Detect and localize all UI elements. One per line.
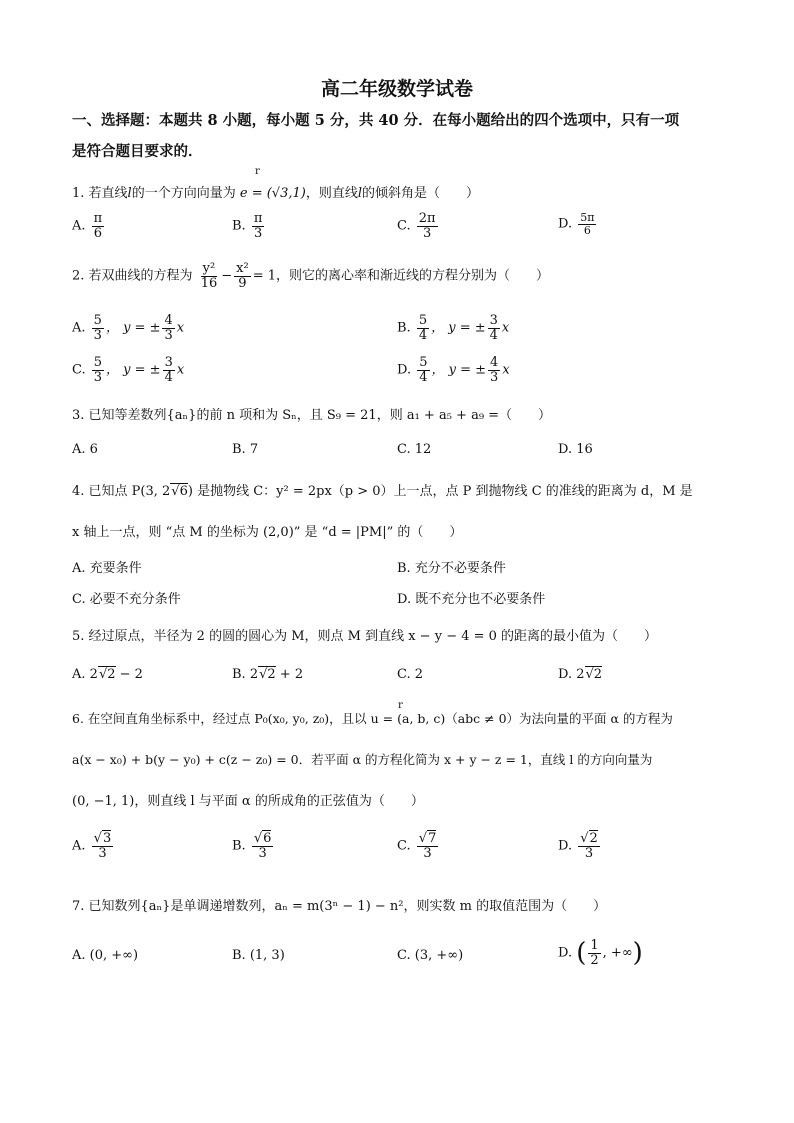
frac-num: 4	[490, 355, 499, 370]
q3-option-a[interactable]: A. 6	[72, 442, 98, 457]
q7-option-b[interactable]: B. (1, 3)	[232, 948, 285, 963]
q1-option-b[interactable]	[232, 212, 266, 240]
option-letter: A.	[72, 218, 86, 234]
asymptote-text: ， y = ±	[105, 320, 161, 336]
q2-option-b[interactable]	[397, 314, 509, 342]
frac-num: 5	[418, 313, 428, 328]
option-letter: D.	[558, 216, 573, 232]
frac-num: π	[253, 211, 263, 226]
sqrt-radicand: 2	[107, 667, 116, 682]
frac-den: 3	[258, 845, 267, 861]
asymptote-text: ， y = ±	[431, 362, 487, 378]
frac-den: 3	[93, 327, 102, 343]
sqrt-radicand: 6	[263, 831, 272, 846]
frac-num: π	[93, 211, 103, 226]
q4-option-b[interactable]: B. 充分不必要条件	[397, 561, 506, 576]
sqrt-radicand: 2	[593, 667, 603, 682]
frac-den: 4	[419, 369, 428, 385]
question-3: 3. 已知等差数列{aₙ}的前 n 项和为 Sₙ，且 S₉ = 21，则 a₁ + a₅ + a₉ =（ ）	[72, 408, 552, 423]
frac-num: 5	[93, 355, 103, 370]
question-6: 6. 在空间直角坐标系中，经过点 P₀(x₀, y₀, z₀)，且以 u = (a, b, c)（abc ≠ 0）为法向量的平面 α 的方程为	[72, 711, 673, 726]
frac-den: 4	[489, 327, 498, 343]
q3-option-c[interactable]: C. 12	[397, 442, 432, 457]
q1-text-3: ，则直线	[305, 186, 358, 201]
q1-var-l: l	[127, 186, 132, 201]
frac-num: 1	[590, 937, 599, 953]
sqrt-radicand: 6	[179, 484, 188, 499]
option-letter: A.	[72, 838, 86, 854]
q5-option-d[interactable]: D. 2√2	[558, 667, 603, 682]
option-text: A. 2	[72, 667, 98, 682]
frac-den: 6	[93, 225, 103, 241]
q4-option-a[interactable]: A. 充要条件	[72, 561, 142, 576]
q1-var-l-2: l	[357, 186, 363, 201]
vector-arrow-mark: r	[255, 166, 260, 177]
option-letter: B.	[232, 218, 246, 234]
q2-text-2: ，则它的离心率和渐近线的方程分别为（ ）	[275, 268, 549, 284]
q1-option-c[interactable]	[397, 212, 440, 240]
option-letter: D.	[397, 362, 412, 378]
section-heading: 一、选择题：本题共 8 小题，每小题 5 分，共 40 分．在每小题给出的四个选项中，只有一项	[72, 112, 680, 129]
option-letter: B.	[397, 320, 411, 336]
frac-num: x²	[236, 261, 249, 276]
option-letter: C.	[397, 838, 411, 854]
frac-den: 3	[584, 845, 594, 861]
q6-option-a[interactable]: A. $\frac{√3}{3}$	[72, 831, 112, 861]
q6-option-d[interactable]: D. $\frac{√2}{3}$	[558, 831, 598, 861]
q1-option-d[interactable]	[558, 212, 598, 236]
q6-option-b[interactable]: B. $\frac{√6}{3}$	[232, 831, 272, 861]
frac-den: 3	[423, 845, 432, 861]
page-title: 高二年级数学试卷	[320, 78, 473, 100]
frac-num: 3	[489, 313, 498, 328]
frac-den: 3	[93, 369, 103, 385]
question-2	[72, 262, 549, 290]
frac-den: 3	[490, 369, 499, 385]
frac-den: 16	[200, 275, 218, 291]
q3-option-d[interactable]: D. 16	[558, 442, 593, 457]
q4-option-c[interactable]: C. 必要不充分条件	[72, 592, 181, 607]
frac-den: 3	[253, 225, 263, 241]
var-x: x	[501, 320, 510, 336]
q1-text-4: 的倾斜角是（ ）	[362, 186, 480, 201]
q5-option-c[interactable]: C. 2	[397, 667, 424, 682]
q6-option-c[interactable]: C. $\frac{√7}{3}$	[397, 831, 437, 861]
q4-text: 4. 已知点 P(3, 2	[72, 484, 171, 499]
q5-option-a[interactable]: A. 2√2 − 2	[72, 667, 143, 682]
q7-option-c[interactable]: C. (3, +∞)	[397, 948, 464, 963]
var-x: x	[502, 362, 510, 378]
frac-den: 9	[238, 275, 247, 291]
asymptote-text: ， y = ±	[106, 362, 161, 378]
sqrt-radicand: 2	[267, 667, 276, 682]
sqrt-radicand: 3	[102, 831, 112, 846]
frac-num: 5π	[580, 211, 595, 224]
frac-den: 3	[164, 327, 173, 343]
q1-option-a[interactable]	[72, 212, 106, 240]
option-letter: A.	[72, 320, 86, 336]
q4-option-d[interactable]: D. 既不充分也不必要条件	[397, 592, 546, 607]
frac-num: y²	[202, 261, 216, 276]
q2-option-a[interactable]	[72, 314, 184, 342]
option-text-2: − 2	[115, 667, 143, 682]
q2-option-c[interactable]	[72, 356, 184, 384]
var-x: x	[176, 362, 185, 378]
q2-option-d[interactable]	[397, 356, 510, 384]
q1-text: 1. 若直线	[72, 186, 128, 201]
asymptote-text: ， y = ±	[431, 320, 486, 336]
option-letter: C.	[397, 218, 411, 234]
q4-text-2: ) 是抛物线 C：y² = 2px（p > 0）上一点，点 P 到抛物线 C 的准线的距离为 d，M 是	[187, 484, 693, 499]
frac-num: 3	[164, 355, 173, 370]
option-text: B. 2	[232, 667, 259, 682]
equals-one: = 1	[252, 268, 276, 284]
option-letter: D.	[558, 838, 573, 854]
frac-den: 2	[590, 952, 599, 968]
q7-option-d[interactable]: D. ( $\frac{1}{2}$ , +∞)	[558, 937, 643, 968]
frac-num: 2π	[418, 211, 436, 226]
frac-den: 3	[98, 845, 107, 861]
question-7: 7. 已知数列{aₙ}是单调递增数列，aₙ = m(3ⁿ − 1) − n²，则实数 m 的取值范围为（ ）	[72, 899, 607, 914]
question-1	[72, 182, 479, 201]
question-4-cont: x 轴上一点，则 “点 M 的坐标为 (2,0)” 是 “d = |PM|” 的（ ）	[72, 525, 463, 540]
vector-arrow-mark: r	[398, 700, 403, 711]
frac-den: 4	[164, 369, 173, 385]
option-text-2: + 2	[275, 667, 304, 682]
q1-vector: e = (√3,1)	[239, 186, 306, 201]
minus-sign: −	[221, 268, 233, 284]
option-letter: B.	[232, 838, 246, 854]
q7-option-a[interactable]: A. (0, +∞)	[72, 948, 139, 963]
sqrt-radicand: 2	[589, 831, 598, 846]
frac-den: 6	[583, 223, 591, 237]
frac-num: 5	[419, 355, 428, 370]
option-letter: D.	[558, 945, 573, 961]
frac-den: 3	[423, 225, 432, 241]
q3-option-b[interactable]: B. 7	[232, 442, 259, 457]
section-heading-cont: 是符合题目要求的．	[72, 143, 203, 160]
question-5: 5. 经过原点，半径为 2 的圆的圆心为 M，则点 M 到直线 x − y − 4 = 0 的距离的最小值为（ ）	[72, 629, 658, 644]
interval-rest: , +∞	[602, 945, 633, 961]
sqrt-radicand: 7	[428, 831, 437, 846]
frac-num: 4	[164, 313, 173, 328]
option-text: D. 2	[558, 667, 585, 682]
option-letter: C.	[72, 362, 86, 378]
frac-den: 4	[418, 327, 428, 343]
frac-num: 5	[93, 313, 102, 328]
q1-text-2: 的一个方向向量为	[131, 186, 236, 201]
var-x: x	[176, 320, 185, 336]
question-6-cont-2: (0, −1, 1)，则直线 l 与平面 α 的所成角的正弦值为（ ）	[72, 794, 424, 809]
q5-option-b[interactable]: B. 2√2 + 2	[232, 667, 304, 682]
q2-text: 2. 若双曲线的方程为	[72, 268, 193, 284]
question-6-cont: a(x − x₀) + b(y − y₀) + c(z − z₀) = 0．若平面 α 的方程化简为 x + y − z = 1，直线 l 的方向向量为	[72, 752, 653, 767]
question-4: 4. 已知点 P(3, 2√6) 是抛物线 C：y² = 2px（p > 0）上一点，点 P 到抛物线 C 的准线的距离为 d，M 是	[72, 484, 693, 499]
